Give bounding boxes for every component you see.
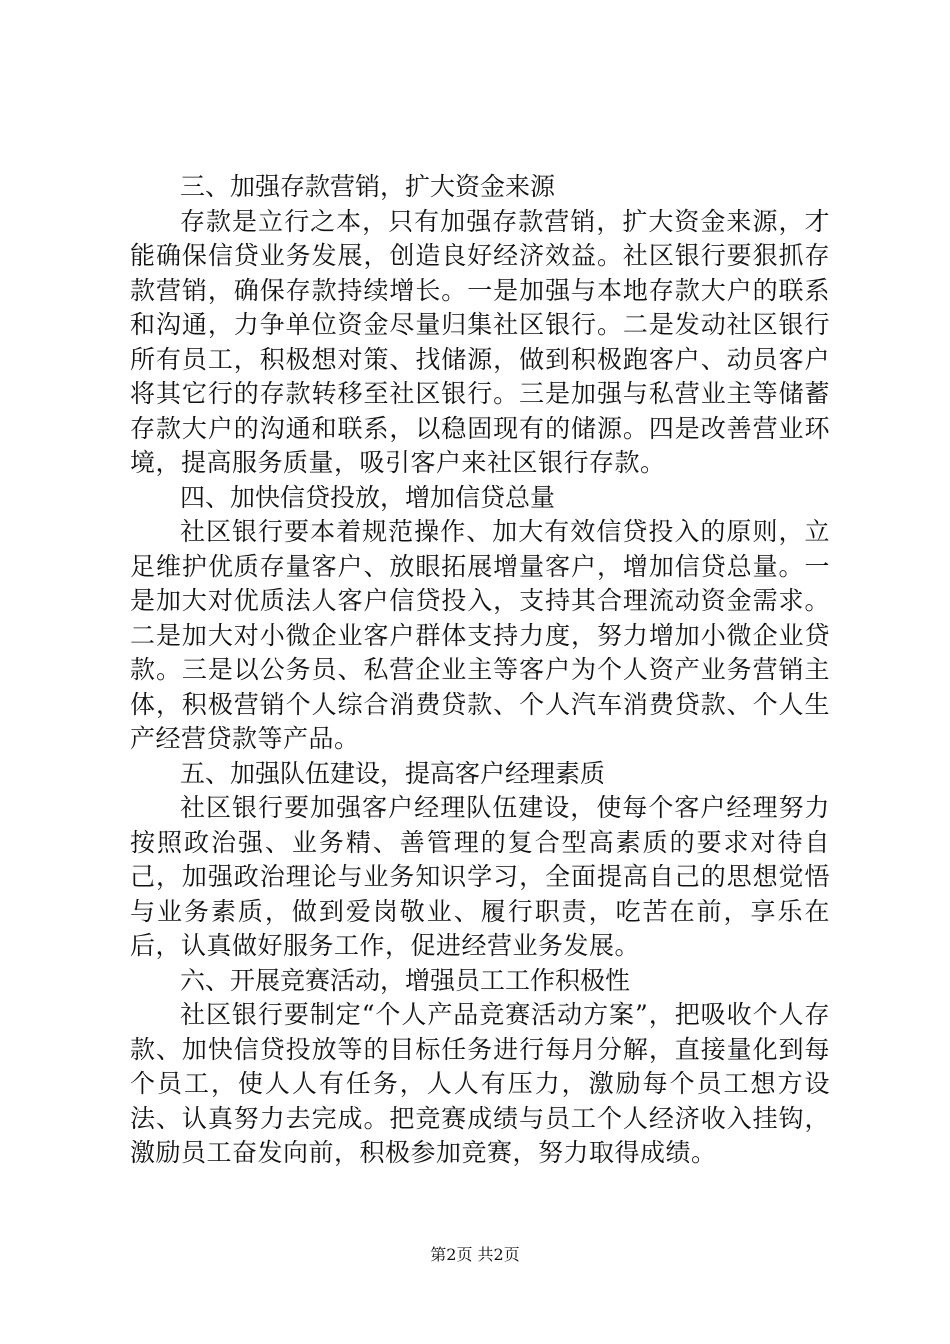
section-heading-6: 六、开展竞赛活动，增强员工工作积极性 [180,965,631,995]
section-paragraph-5: 社区银行要加强客户经理队伍建设，使每个客户经理努力按照政治强、业务精、善管理的复合型高素质的要求对待自己，加强政治理论与业务知识学习，全面提高自己的思想觉悟与业务素质，做到爱岗敬业、履行职责，吃苦在前，享乐在后，认真做好服务工作，促进经营业务发展。 [130,793,830,960]
page-number-footer: 第2页 共2页 [430,1245,520,1264]
section-heading-5: 五、加强队伍建设，提高客户经理素质 [180,758,606,788]
section-paragraph-3: 存款是立行之本，只有加强存款营销，扩大资金来源，才能确保信贷业务发展，创造良好经济效益。社区银行要狠抓存款营销，确保存款持续增长。一是加强与本地存款大户的联系和沟通，力争单位资金尽量归集社区银行。二是发动社区银行所有员工，积极想对策、找储源，做到积极跑客户、动员客户将其它行的存款转移至社区银行。三是加强与私营业主等储蓄存款大户的沟通和联系，以稳固现有的储源。四是改善营业环境，提高服务质量，吸引客户来社区银行存款。 [130,206,830,477]
section-heading-4: 四、加快信贷投放，增加信贷总量 [180,482,556,512]
section-paragraph-4: 社区银行要本着规范操作、加大有效信贷投入的原则，立足维护优质存量客户、放眼拓展增量客户，增加信贷总量。一是加大对优质法人客户信贷投入，支持其合理流动资金需求。二是加大对小微企业客户群体支持力度，努力增加小微企业贷款。三是以公务员、私营企业主等客户为个人资产业务营销主体，积极营销个人综合消费贷款、个人汽车消费贷款、个人生产经营贷款等产品。 [130,517,830,753]
section-heading-3: 三、加强存款营销，扩大资金来源 [180,172,556,201]
document-body [130,170,830,1171]
section-paragraph-6: 社区银行要制定“个人产品竞赛活动方案”，把吸收个人存款、加快信贷投放等的目标任务进行每月分解，直接量化到每个员工，使人人有任务，人人有压力，激励每个员工想方设法、认真努力去完成。把竞赛成绩与员工个人经济收入挂钩，激励员工奋发向前，积极参加竞赛，努力取得成绩。 [130,1000,830,1167]
